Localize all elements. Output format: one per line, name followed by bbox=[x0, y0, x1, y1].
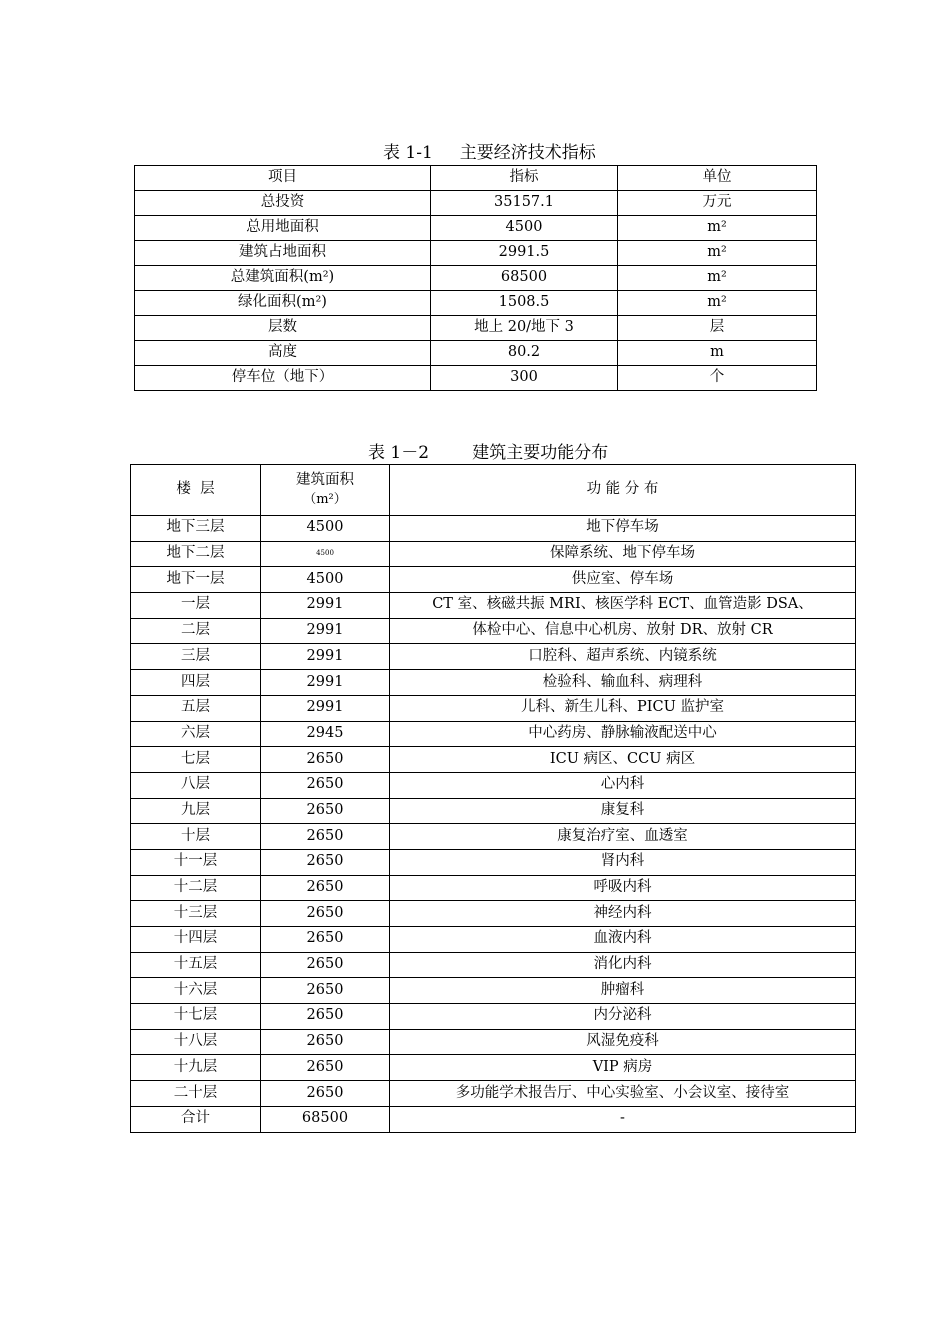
floor-cell: 十四层 bbox=[131, 927, 261, 953]
area-cell: 4500 bbox=[261, 516, 390, 542]
floor-cell: 十八层 bbox=[131, 1029, 261, 1055]
floor-cell: 二层 bbox=[131, 618, 261, 644]
item-cell: 高度 bbox=[135, 341, 431, 366]
unit-cell: m bbox=[618, 341, 817, 366]
table-row bbox=[131, 1004, 856, 1030]
area-cell: 2991 bbox=[261, 593, 390, 619]
table-row bbox=[131, 772, 856, 798]
function-cell: 内分泌科 bbox=[390, 1004, 856, 1030]
function-cell: - bbox=[390, 1106, 856, 1132]
area-cell: 2991 bbox=[261, 644, 390, 670]
table-header-row bbox=[131, 465, 856, 516]
area-cell: 2650 bbox=[261, 1029, 390, 1055]
area-cell: 2945 bbox=[261, 721, 390, 747]
function-cell: 供应室、停车场 bbox=[390, 567, 856, 593]
function-cell: 心内科 bbox=[390, 772, 856, 798]
header-function: 功 能 分 布 bbox=[390, 465, 856, 516]
table-row bbox=[131, 644, 856, 670]
floor-cell: 十层 bbox=[131, 824, 261, 850]
area-cell: 2650 bbox=[261, 875, 390, 901]
table-row bbox=[131, 824, 856, 850]
function-cell: 神经内科 bbox=[390, 901, 856, 927]
value-cell: 68500 bbox=[431, 266, 618, 291]
floor-cell: 三层 bbox=[131, 644, 261, 670]
header-item: 项目 bbox=[135, 166, 431, 191]
function-cell: ICU 病区、CCU 病区 bbox=[390, 747, 856, 773]
area-cell: 68500 bbox=[261, 1106, 390, 1132]
function-cell: 肾内科 bbox=[390, 849, 856, 875]
area-cell: 2650 bbox=[261, 1004, 390, 1030]
table-row bbox=[131, 875, 856, 901]
value-cell: 300 bbox=[431, 366, 618, 391]
function-cell: 呼吸内科 bbox=[390, 875, 856, 901]
table-row bbox=[131, 849, 856, 875]
function-cell: 儿科、新生儿科、PICU 监护室 bbox=[390, 695, 856, 721]
unit-cell: 万元 bbox=[618, 191, 817, 216]
value-cell: 4500 bbox=[431, 216, 618, 241]
function-cell: 消化内科 bbox=[390, 952, 856, 978]
function-distribution-table bbox=[130, 464, 856, 1133]
area-cell: 2650 bbox=[261, 1081, 390, 1107]
table-row bbox=[131, 516, 856, 542]
header-area-line1: 建筑面积 bbox=[296, 471, 354, 488]
function-cell: 中心药房、静脉输液配送中心 bbox=[390, 721, 856, 747]
function-cell: 康复治疗室、血透室 bbox=[390, 824, 856, 850]
function-cell: 地下停车场 bbox=[390, 516, 856, 542]
unit-cell: m² bbox=[618, 216, 817, 241]
function-cell: 体检中心、信息中心机房、放射 DR、放射 CR bbox=[390, 618, 856, 644]
table-row bbox=[135, 216, 817, 241]
table-row bbox=[131, 798, 856, 824]
area-cell: 2650 bbox=[261, 772, 390, 798]
area-cell: 2650 bbox=[261, 824, 390, 850]
economic-indicators-table bbox=[134, 165, 817, 391]
header-area-line2: （m²） bbox=[303, 491, 347, 507]
function-cell: 血液内科 bbox=[390, 927, 856, 953]
table-row bbox=[131, 695, 856, 721]
function-cell: 康复科 bbox=[390, 798, 856, 824]
floor-cell: 八层 bbox=[131, 772, 261, 798]
floor-cell: 一层 bbox=[131, 593, 261, 619]
floor-cell: 十五层 bbox=[131, 952, 261, 978]
header-unit: 单位 bbox=[618, 166, 817, 191]
value-cell: 80.2 bbox=[431, 341, 618, 366]
table1-caption: 表 1-1 主要经济技术指标 bbox=[383, 143, 596, 163]
floor-cell: 地下二层 bbox=[131, 541, 261, 567]
area-cell: 2991 bbox=[261, 670, 390, 696]
table-row bbox=[131, 670, 856, 696]
table-row bbox=[131, 747, 856, 773]
table-row bbox=[131, 978, 856, 1004]
floor-cell: 四层 bbox=[131, 670, 261, 696]
area-cell: 2650 bbox=[261, 901, 390, 927]
table-header-row bbox=[135, 166, 817, 191]
item-cell: 总用地面积 bbox=[135, 216, 431, 241]
area-cell: 2650 bbox=[261, 1055, 390, 1081]
floor-cell: 六层 bbox=[131, 721, 261, 747]
floor-cell: 地下三层 bbox=[131, 516, 261, 542]
table2-caption: 表 1－2 建筑主要功能分布 bbox=[368, 443, 609, 463]
value-cell: 1508.5 bbox=[431, 291, 618, 316]
table-row bbox=[131, 618, 856, 644]
function-cell: VIP 病房 bbox=[390, 1055, 856, 1081]
item-cell: 层数 bbox=[135, 316, 431, 341]
floor-cell: 十九层 bbox=[131, 1055, 261, 1081]
function-cell: 肿瘤科 bbox=[390, 978, 856, 1004]
function-cell: 检验科、输血科、病理科 bbox=[390, 670, 856, 696]
area-cell: 2650 bbox=[261, 849, 390, 875]
item-cell: 建筑占地面积 bbox=[135, 241, 431, 266]
header-floor: 楼 层 bbox=[131, 465, 261, 516]
unit-cell: m² bbox=[618, 266, 817, 291]
area-cell: 2650 bbox=[261, 952, 390, 978]
header-indicator: 指标 bbox=[431, 166, 618, 191]
floor-cell: 二十层 bbox=[131, 1081, 261, 1107]
area-cell: 2650 bbox=[261, 798, 390, 824]
unit-cell: 层 bbox=[618, 316, 817, 341]
function-cell: 多功能学术报告厅、中心实验室、小会议室、接待室 bbox=[390, 1081, 856, 1107]
area-cell: 2650 bbox=[261, 747, 390, 773]
area-cell: 2650 bbox=[261, 927, 390, 953]
floor-cell: 五层 bbox=[131, 695, 261, 721]
table-row bbox=[131, 593, 856, 619]
table-row bbox=[135, 291, 817, 316]
floor-cell: 九层 bbox=[131, 798, 261, 824]
table-row bbox=[131, 901, 856, 927]
floor-cell: 十二层 bbox=[131, 875, 261, 901]
table-row bbox=[135, 191, 817, 216]
floor-cell: 七层 bbox=[131, 747, 261, 773]
area-cell: 4500 bbox=[261, 567, 390, 593]
floor-cell: 十一层 bbox=[131, 849, 261, 875]
item-cell: 总建筑面积(m²) bbox=[135, 266, 431, 291]
table-row bbox=[135, 241, 817, 266]
table-row bbox=[131, 567, 856, 593]
table-row bbox=[131, 952, 856, 978]
unit-cell: m² bbox=[618, 291, 817, 316]
area-cell: 4500 bbox=[261, 541, 390, 567]
floor-cell: 地下一层 bbox=[131, 567, 261, 593]
floor-cell: 十七层 bbox=[131, 1004, 261, 1030]
table-row bbox=[131, 1029, 856, 1055]
floor-cell: 合计 bbox=[131, 1106, 261, 1132]
table-row bbox=[131, 1106, 856, 1132]
area-cell: 2991 bbox=[261, 695, 390, 721]
table-row bbox=[135, 341, 817, 366]
value-cell: 2991.5 bbox=[431, 241, 618, 266]
item-cell: 绿化面积(m²) bbox=[135, 291, 431, 316]
table-row bbox=[135, 366, 817, 391]
table-row bbox=[131, 541, 856, 567]
header-area bbox=[261, 465, 390, 516]
area-cell: 2991 bbox=[261, 618, 390, 644]
table-row bbox=[131, 1055, 856, 1081]
table-row bbox=[135, 316, 817, 341]
function-cell: 风湿免疫科 bbox=[390, 1029, 856, 1055]
function-cell: 保障系统、地下停车场 bbox=[390, 541, 856, 567]
unit-cell: m² bbox=[618, 241, 817, 266]
table-row bbox=[131, 927, 856, 953]
area-cell: 2650 bbox=[261, 978, 390, 1004]
value-cell: 地上 20/地下 3 bbox=[431, 316, 618, 341]
table-row bbox=[131, 721, 856, 747]
function-cell: CT 室、核磁共振 MRI、核医学科 ECT、血管造影 DSA、 bbox=[390, 593, 856, 619]
floor-cell: 十六层 bbox=[131, 978, 261, 1004]
unit-cell: 个 bbox=[618, 366, 817, 391]
table-row bbox=[135, 266, 817, 291]
floor-cell: 十三层 bbox=[131, 901, 261, 927]
function-cell: 口腔科、超声系统、内镜系统 bbox=[390, 644, 856, 670]
value-cell: 35157.1 bbox=[431, 191, 618, 216]
item-cell: 停车位（地下） bbox=[135, 366, 431, 391]
item-cell: 总投资 bbox=[135, 191, 431, 216]
table-row bbox=[131, 1081, 856, 1107]
